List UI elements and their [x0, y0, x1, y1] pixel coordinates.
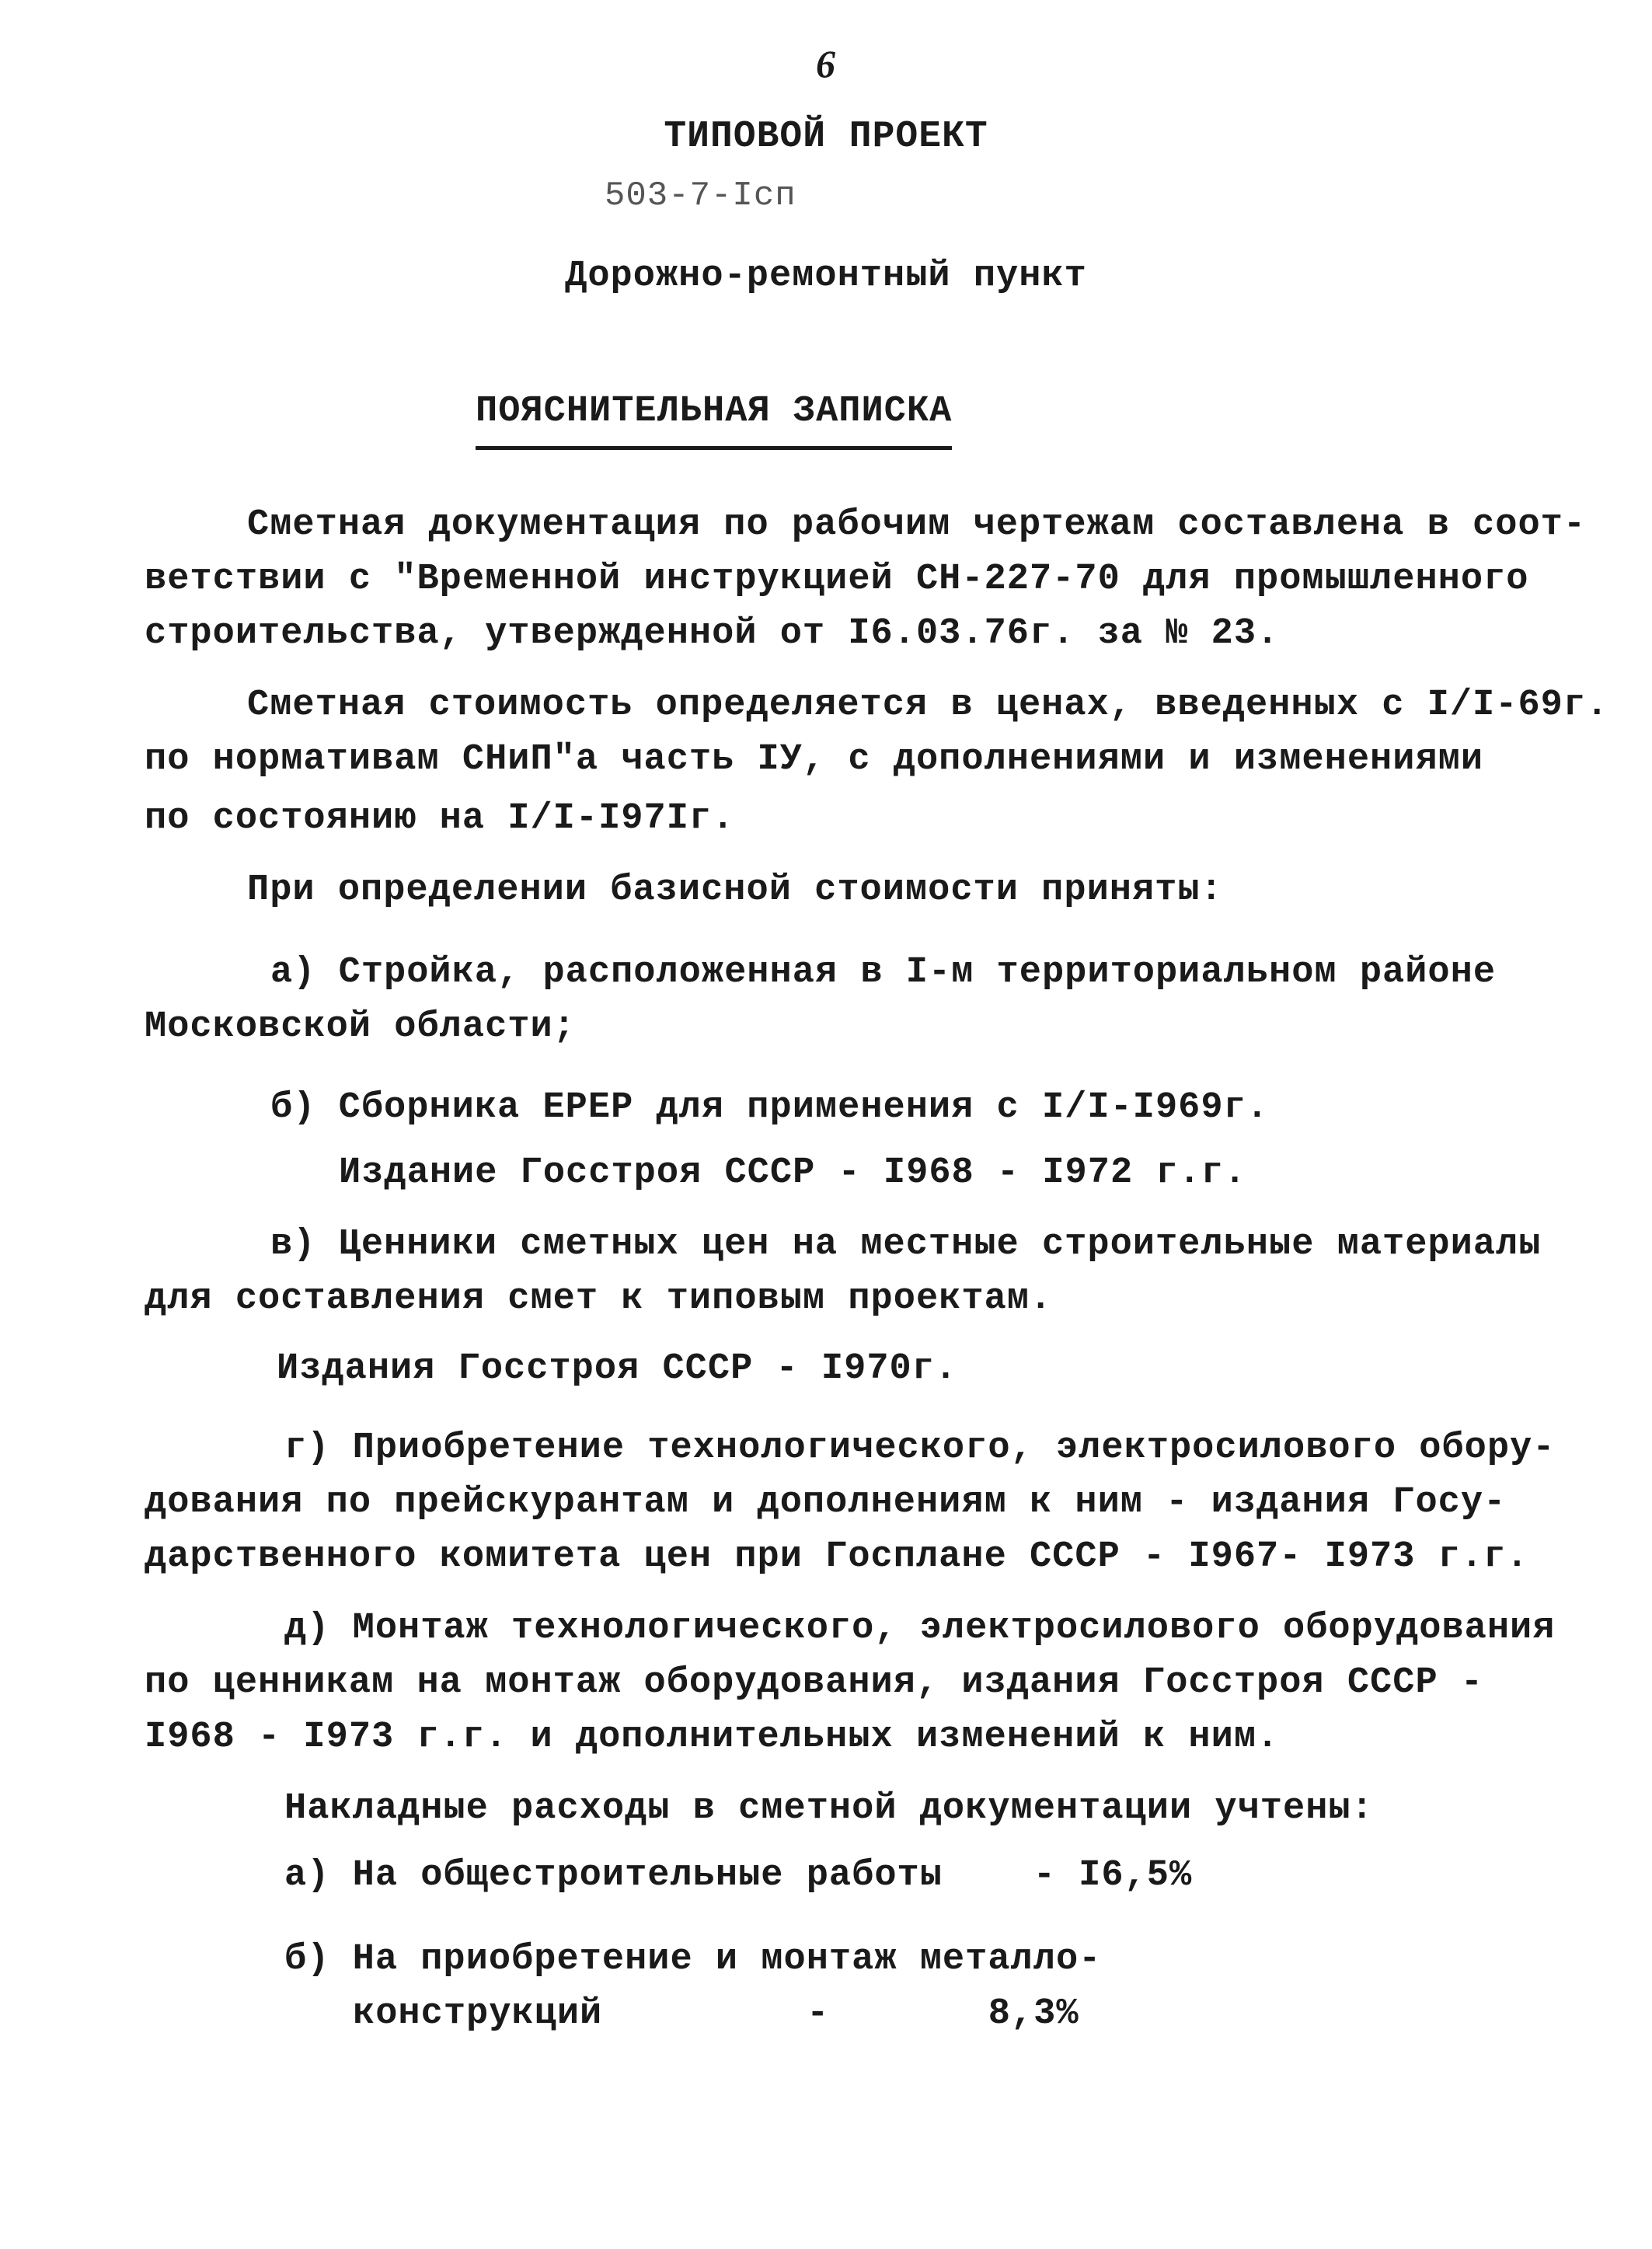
paragraph-3: При определении базисной стоимости приняты: — [247, 870, 1223, 911]
item-v-edition: Издания Госстроя СССР - I970г. — [277, 1348, 958, 1389]
overhead-item-a: а) На общестроительные работы - I6,5% — [284, 1855, 1193, 1896]
project-code: 503-7-Iсп — [605, 176, 796, 215]
paragraph-1-line-1: Сметная документация по рабочим чертежам составлена в соот- — [247, 504, 1587, 546]
overhead-intro: Накладные расходы в сметной документации учтены: — [284, 1788, 1374, 1829]
item-v-line-2: для составления смет к типовым проектам. — [145, 1278, 1053, 1320]
item-g-line-2: дования по прейскурантам и дополнениям к ним - издания Госу- — [145, 1482, 1507, 1523]
item-b: б) Сборника ЕРЕР для применения с I/I-I969г. — [270, 1087, 1270, 1128]
item-d-line-2: по ценникам на монтаж оборудования, издания Госстроя СССР - — [145, 1662, 1484, 1703]
item-v-line-1: в) Ценники сметных цен на местные строительные материалы — [270, 1224, 1542, 1265]
section-heading: ПОЯСНИТЕЛЬНАЯ ЗАПИСКА — [476, 389, 952, 450]
paragraph-1-line-3: строительства, утвержденной от I6.03.76г. за № 23. — [145, 613, 1280, 654]
paragraph-2-line-1: Сметная стоимость определяется в ценах, введенных с I/I-69г. — [247, 685, 1609, 726]
page-number: 6 — [816, 42, 836, 85]
overhead-item-b-line-1: б) На приобретение и монтаж металло- — [284, 1939, 1102, 1980]
item-d-line-1: д) Монтаж технологического, электросилового оборудования — [284, 1608, 1556, 1649]
item-g-line-3: дарственного комитета цен при Госплане СССР - I967- I973 г.г. — [145, 1536, 1529, 1578]
paragraph-1-line-2: ветствии с "Временной инструкцией СН-227-70 для промышленного — [145, 559, 1529, 600]
doc-title: ТИПОВОЙ ПРОЕКТ — [664, 116, 988, 158]
paragraph-2-line-3: по состоянию на I/I-I97Iг. — [145, 798, 735, 839]
doc-subtitle: Дорожно-ремонтный пункт — [565, 256, 1087, 297]
item-a-line-2: Московской области; — [145, 1006, 576, 1048]
paragraph-2-line-2: по нормативам СНиП"а часть IУ, с дополнениями и изменениями — [145, 739, 1484, 780]
item-a-line-1: а) Стройка, расположенная в I-м территориальном районе — [270, 952, 1497, 993]
item-b-edition: Издание Госстроя СССР - I968 - I972 г.г. — [339, 1152, 1247, 1194]
overhead-item-b-line-2: конструкций - 8,3% — [353, 1993, 1079, 2035]
item-d-line-3: I968 - I973 г.г. и дополнительных изменений к ним. — [145, 1717, 1280, 1758]
item-g-line-1: г) Приобретение технологического, электросилового обору- — [284, 1428, 1556, 1469]
